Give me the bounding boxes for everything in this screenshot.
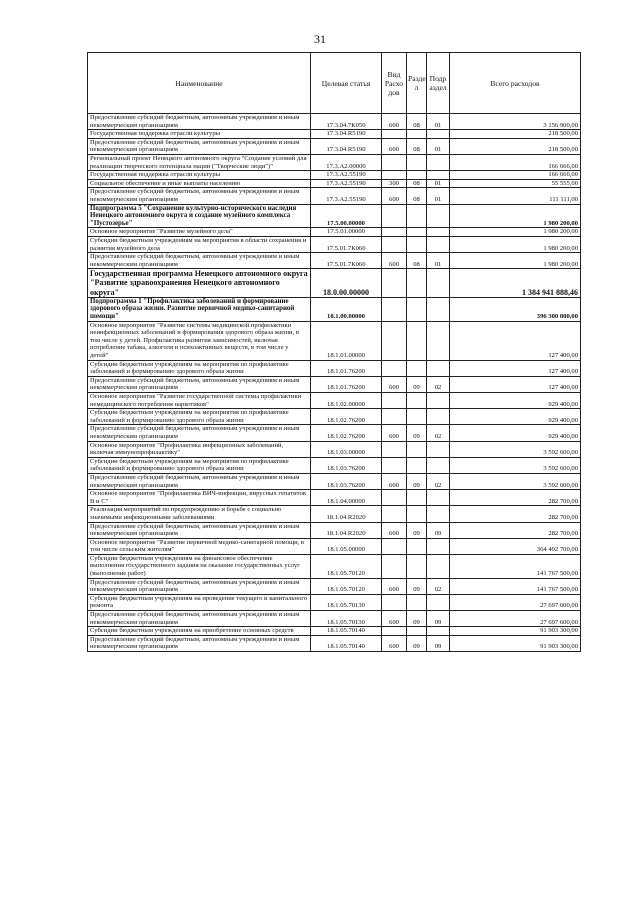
- table-row: [88, 138, 581, 154]
- cell-code: 18.1.05.70120: [311, 578, 382, 594]
- cell-vid: 300: [382, 179, 407, 188]
- cell-total: 127 400,00: [450, 360, 581, 376]
- cell-vid: 600: [382, 425, 407, 441]
- cell-vid: 600: [382, 635, 407, 651]
- cell-code: 18.1.02.76200: [311, 409, 382, 425]
- cell-name: Субсидии бюджетным учреждениям на мероприятия в области сохранения и развития музейного дела: [88, 236, 311, 252]
- cell-name: Основное мероприятие "Развитие первичной медико-санитарной помощи, в том числе сельским жителям": [88, 538, 311, 554]
- cell-vid: [382, 321, 407, 360]
- cell-podr: [427, 393, 450, 409]
- cell-name: Государственная программа Ненецкого автономного округа "Развитие здравоохранения Ненецкого автономного округа": [88, 269, 311, 298]
- cell-code: 17.3.А2.00000: [311, 154, 382, 170]
- cell-podr: [427, 130, 450, 139]
- header-code: Целевая статья: [311, 53, 382, 114]
- cell-razd: 08: [407, 188, 427, 204]
- cell-razd: [407, 393, 427, 409]
- cell-code: 18.0.00.00000: [311, 269, 382, 298]
- cell-name: Региональный проект Ненецкого автономного округа "Создание условий для реализации творческого потенциала нации ("Творческие люди")": [88, 154, 311, 170]
- cell-podr: 01: [427, 114, 450, 130]
- table-row: [88, 360, 581, 376]
- cell-code: 18.1.00.00000: [311, 297, 382, 321]
- cell-name: Предоставление субсидий бюджетным, автономным учреждениям и иным некоммерческим организациям: [88, 522, 311, 538]
- cell-podr: [427, 204, 450, 228]
- cell-code: 17.5.00.00000: [311, 204, 382, 228]
- table-row: [88, 321, 581, 360]
- cell-vid: [382, 490, 407, 506]
- cell-code: 18.1.05.00000: [311, 538, 382, 554]
- cell-name: Субсидии бюджетным учреждениям на проведение текущего и капитального ремонта: [88, 594, 311, 610]
- cell-code: 18.1.05.70130: [311, 594, 382, 610]
- cell-total: 929 400,00: [450, 393, 581, 409]
- cell-vid: [382, 409, 407, 425]
- table-header-row: [88, 53, 581, 114]
- cell-name: Подпрограмма 5 "Сохранение культурно-исторического наследия Ненецкого автономного округа и создание музейного комплекса "Пустозерье": [88, 204, 311, 228]
- cell-name: Социальное обеспечение и иные выплаты населению: [88, 179, 311, 188]
- cell-razd: [407, 171, 427, 180]
- cell-podr: [427, 441, 450, 457]
- cell-razd: [407, 236, 427, 252]
- table-row: [88, 578, 581, 594]
- cell-name: Предоставление субсидий бюджетным, автономным учреждениям и иным некоммерческим организациям: [88, 253, 311, 269]
- cell-name: Реализация мероприятий по предупреждению и борьбе с социально значимыми инфекционными заболеваниями: [88, 506, 311, 522]
- cell-podr: 02: [427, 473, 450, 489]
- cell-razd: [407, 441, 427, 457]
- cell-name: Предоставление субсидий бюджетным, автономным учреждениям и иным некоммерческим организациям: [88, 578, 311, 594]
- cell-total: 282 700,00: [450, 506, 581, 522]
- cell-name: Предоставление субсидий бюджетным, автономным учреждениям и иным некоммерческим организациям: [88, 473, 311, 489]
- header-razd: Разде л: [407, 53, 427, 114]
- cell-code: 18.1.05.70140: [311, 635, 382, 651]
- cell-razd: 08: [407, 253, 427, 269]
- cell-vid: [382, 204, 407, 228]
- cell-total: 364 492 700,00: [450, 538, 581, 554]
- table-row: [88, 228, 581, 237]
- table-row: [88, 473, 581, 489]
- cell-podr: [427, 236, 450, 252]
- cell-total: 141 767 500,00: [450, 554, 581, 578]
- cell-total: 929 400,00: [450, 409, 581, 425]
- cell-podr: [427, 297, 450, 321]
- cell-total: 27 697 600,00: [450, 594, 581, 610]
- cell-code: 17.5.01.00000: [311, 228, 382, 237]
- cell-code: 17.3.А2.55190: [311, 179, 382, 188]
- budget-table: [87, 52, 581, 652]
- table-row: [88, 611, 581, 627]
- cell-total: 1 980 200,00: [450, 236, 581, 252]
- cell-podr: [427, 490, 450, 506]
- cell-code: 17.5.01.7К060: [311, 236, 382, 252]
- table-row: [88, 393, 581, 409]
- cell-total: 3 592 600,00: [450, 441, 581, 457]
- cell-name: Субсидии бюджетным учреждениям на мероприятия по профилактике заболеваний и формированию здорового образа жизни: [88, 409, 311, 425]
- cell-code: 18.1.05.70140: [311, 627, 382, 636]
- cell-razd: [407, 321, 427, 360]
- cell-vid: [382, 441, 407, 457]
- cell-razd: 09: [407, 473, 427, 489]
- table-body: [88, 114, 581, 652]
- cell-total: 91 903 300,00: [450, 635, 581, 651]
- cell-total: 396 300 800,00: [450, 297, 581, 321]
- table-row: [88, 538, 581, 554]
- table-row: [88, 376, 581, 392]
- cell-total: 166 666,00: [450, 171, 581, 180]
- cell-name: Государственная поддержка отрасли культуры: [88, 171, 311, 180]
- cell-razd: [407, 130, 427, 139]
- cell-total: 929 400,00: [450, 425, 581, 441]
- cell-podr: 09: [427, 635, 450, 651]
- cell-podr: [427, 627, 450, 636]
- cell-code: 18.1.04.R2020: [311, 522, 382, 538]
- cell-name: Предоставление субсидий бюджетным, автономным учреждениям и иным некоммерческим организациям: [88, 188, 311, 204]
- cell-razd: [407, 269, 427, 298]
- cell-name: Основное мероприятие "Профилактика инфекционных заболеваний, включая иммунопрофилактику": [88, 441, 311, 457]
- cell-vid: [382, 130, 407, 139]
- cell-razd: 09: [407, 611, 427, 627]
- cell-code: 18.1.05.70130: [311, 611, 382, 627]
- table-row: [88, 554, 581, 578]
- cell-code: 18.1.01.00000: [311, 321, 382, 360]
- cell-razd: [407, 228, 427, 237]
- cell-podr: [427, 171, 450, 180]
- cell-razd: [407, 506, 427, 522]
- cell-vid: [382, 594, 407, 610]
- cell-name: Субсидии бюджетным учреждениям на финансовое обеспечение выполнения государственного задания на оказание государственных услуг (выполнение работ): [88, 554, 311, 578]
- cell-vid: [382, 554, 407, 578]
- cell-name: Предоставление субсидий бюджетным, автономным учреждениям и иным некоммерческим организациям: [88, 138, 311, 154]
- cell-razd: [407, 627, 427, 636]
- cell-total: 282 700,00: [450, 522, 581, 538]
- cell-total: 218 500,00: [450, 130, 581, 139]
- table-row: [88, 635, 581, 651]
- cell-razd: 09: [407, 635, 427, 651]
- table-row: [88, 114, 581, 130]
- cell-podr: 01: [427, 179, 450, 188]
- table-row: [88, 627, 581, 636]
- table-row: [88, 297, 581, 321]
- cell-vid: 600: [382, 188, 407, 204]
- table-row: [88, 425, 581, 441]
- cell-vid: 600: [382, 114, 407, 130]
- table-row: [88, 490, 581, 506]
- cell-vid: 600: [382, 138, 407, 154]
- cell-podr: [427, 360, 450, 376]
- cell-vid: 600: [382, 522, 407, 538]
- cell-name: Основное мероприятие "Профилактика ВИЧ-инфекции, вирусных гепатитов В и С": [88, 490, 311, 506]
- cell-podr: 02: [427, 578, 450, 594]
- table-row: [88, 522, 581, 538]
- cell-vid: 600: [382, 376, 407, 392]
- cell-code: 18.1.05.70120: [311, 554, 382, 578]
- cell-total: 91 903 300,00: [450, 627, 581, 636]
- cell-vid: [382, 393, 407, 409]
- cell-podr: 01: [427, 253, 450, 269]
- cell-total: 127 400,00: [450, 376, 581, 392]
- cell-razd: [407, 554, 427, 578]
- cell-podr: 01: [427, 138, 450, 154]
- cell-razd: [407, 409, 427, 425]
- table-row: [88, 171, 581, 180]
- cell-vid: 600: [382, 611, 407, 627]
- cell-podr: [427, 409, 450, 425]
- cell-total: 1 980 200,00: [450, 228, 581, 237]
- cell-vid: [382, 228, 407, 237]
- cell-code: 18.1.02.00000: [311, 393, 382, 409]
- table-row: [88, 204, 581, 228]
- cell-razd: [407, 490, 427, 506]
- table-row: [88, 253, 581, 269]
- cell-razd: 08: [407, 179, 427, 188]
- cell-total: 3 156 900,00: [450, 114, 581, 130]
- table-row: [88, 236, 581, 252]
- cell-code: 18.1.04.00000: [311, 490, 382, 506]
- cell-name: Предоставление субсидий бюджетным, автономным учреждениям и иным некоммерческим организациям: [88, 114, 311, 130]
- cell-code: 18.1.03.76200: [311, 473, 382, 489]
- cell-podr: [427, 228, 450, 237]
- cell-name: Предоставление субсидий бюджетным, автономным учреждениям и иным некоммерческим организациям: [88, 635, 311, 651]
- table-row: [88, 188, 581, 204]
- cell-vid: [382, 538, 407, 554]
- cell-razd: 08: [407, 138, 427, 154]
- table-row: [88, 269, 581, 298]
- cell-code: 17.3.А2.55190: [311, 171, 382, 180]
- page-number: 31: [314, 32, 326, 46]
- cell-name: Субсидии бюджетным учреждениям на мероприятия по профилактике заболеваний и формированию здорового образа жизни: [88, 457, 311, 473]
- cell-total: 3 592 600,00: [450, 473, 581, 489]
- cell-code: 18.1.04.R2020: [311, 506, 382, 522]
- cell-total: 111 111,00: [450, 188, 581, 204]
- header-total: Всего расходов: [450, 53, 581, 114]
- cell-name: Предоставление субсидий бюджетным, автономным учреждениям и иным некоммерческим организациям: [88, 376, 311, 392]
- cell-podr: 02: [427, 425, 450, 441]
- cell-razd: [407, 360, 427, 376]
- cell-code: 17.3.04.7К050: [311, 114, 382, 130]
- cell-podr: 09: [427, 611, 450, 627]
- table-row: [88, 506, 581, 522]
- cell-code: 18.1.01.76200: [311, 376, 382, 392]
- cell-name: Субсидии бюджетным учреждениям на мероприятия по профилактике заболеваний и формированию здорового образа жизни: [88, 360, 311, 376]
- header-vid: Вид Расхо дов: [382, 53, 407, 114]
- table-row: [88, 441, 581, 457]
- cell-podr: [427, 554, 450, 578]
- table-row: [88, 594, 581, 610]
- table-row: [88, 179, 581, 188]
- cell-vid: 600: [382, 253, 407, 269]
- cell-total: 27 697 600,00: [450, 611, 581, 627]
- cell-vid: 600: [382, 473, 407, 489]
- header-name: Наименование: [88, 53, 311, 114]
- cell-podr: [427, 269, 450, 298]
- cell-total: 141 767 500,00: [450, 578, 581, 594]
- cell-razd: 09: [407, 578, 427, 594]
- cell-vid: [382, 457, 407, 473]
- cell-name: Основное мероприятие "Развитие музейного дела": [88, 228, 311, 237]
- cell-vid: [382, 506, 407, 522]
- table-row: [88, 457, 581, 473]
- cell-podr: 09: [427, 522, 450, 538]
- cell-vid: [382, 627, 407, 636]
- cell-podr: [427, 457, 450, 473]
- cell-podr: [427, 154, 450, 170]
- cell-vid: [382, 171, 407, 180]
- cell-total: 3 592 600,00: [450, 457, 581, 473]
- cell-vid: [382, 360, 407, 376]
- cell-code: 18.1.01.76200: [311, 360, 382, 376]
- cell-total: 1 980 200,00: [450, 253, 581, 269]
- cell-total: 127 400,00: [450, 321, 581, 360]
- table-row: [88, 154, 581, 170]
- cell-razd: 09: [407, 522, 427, 538]
- cell-name: Основное мероприятие "Развитие системы медицинской профилактики неинфекционных заболеваний и формирования здорового образа жизни, в том числе у детей. Профилактика развития зависимостей, включая потребление табака, алкоголя и психоактивных веществ, в том числе у детей": [88, 321, 311, 360]
- cell-code: 17.5.01.7К060: [311, 253, 382, 269]
- cell-vid: [382, 297, 407, 321]
- cell-vid: [382, 236, 407, 252]
- cell-razd: [407, 154, 427, 170]
- cell-name: Предоставление субсидий бюджетным, автономным учреждениям и иным некоммерческим организациям: [88, 425, 311, 441]
- cell-razd: [407, 538, 427, 554]
- cell-podr: [427, 538, 450, 554]
- cell-total: 1 384 941 888,46: [450, 269, 581, 298]
- cell-razd: 09: [407, 425, 427, 441]
- table-row: [88, 409, 581, 425]
- cell-vid: [382, 154, 407, 170]
- cell-total: 218 500,00: [450, 138, 581, 154]
- cell-razd: [407, 297, 427, 321]
- cell-code: 17.3.04.R5190: [311, 138, 382, 154]
- cell-razd: [407, 594, 427, 610]
- cell-razd: [407, 457, 427, 473]
- cell-name: Основное мероприятие "Развитие государственной системы профилактики немедицинского потребления наркотиков": [88, 393, 311, 409]
- cell-total: 1 980 200,00: [450, 204, 581, 228]
- cell-name: Подпрограмма 1 "Профилактика заболеваний и формирование здорового образа жизни. Развитие первичной медико-санитарной помощи": [88, 297, 311, 321]
- cell-vid: 600: [382, 578, 407, 594]
- cell-total: 166 666,00: [450, 154, 581, 170]
- cell-razd: [407, 204, 427, 228]
- cell-podr: [427, 594, 450, 610]
- cell-vid: [382, 269, 407, 298]
- cell-podr: [427, 506, 450, 522]
- cell-razd: 08: [407, 114, 427, 130]
- header-podr: Подр аздел: [427, 53, 450, 114]
- cell-podr: [427, 321, 450, 360]
- table-row: [88, 130, 581, 139]
- cell-code: 18.1.03.76200: [311, 457, 382, 473]
- cell-name: Государственная поддержка отрасли культуры: [88, 130, 311, 139]
- cell-name: Субсидии бюджетным учреждениям на приобретение основных средств: [88, 627, 311, 636]
- cell-podr: 01: [427, 188, 450, 204]
- cell-podr: 02: [427, 376, 450, 392]
- cell-code: 17.3.А2.55190: [311, 188, 382, 204]
- cell-total: 55 555,00: [450, 179, 581, 188]
- cell-code: 18.1.02.76200: [311, 425, 382, 441]
- cell-code: 17.3.04.R5190: [311, 130, 382, 139]
- cell-total: 282 700,00: [450, 490, 581, 506]
- cell-code: 18.1.03.00000: [311, 441, 382, 457]
- cell-name: Предоставление субсидий бюджетным, автономным учреждениям и иным некоммерческим организациям: [88, 611, 311, 627]
- cell-razd: 09: [407, 376, 427, 392]
